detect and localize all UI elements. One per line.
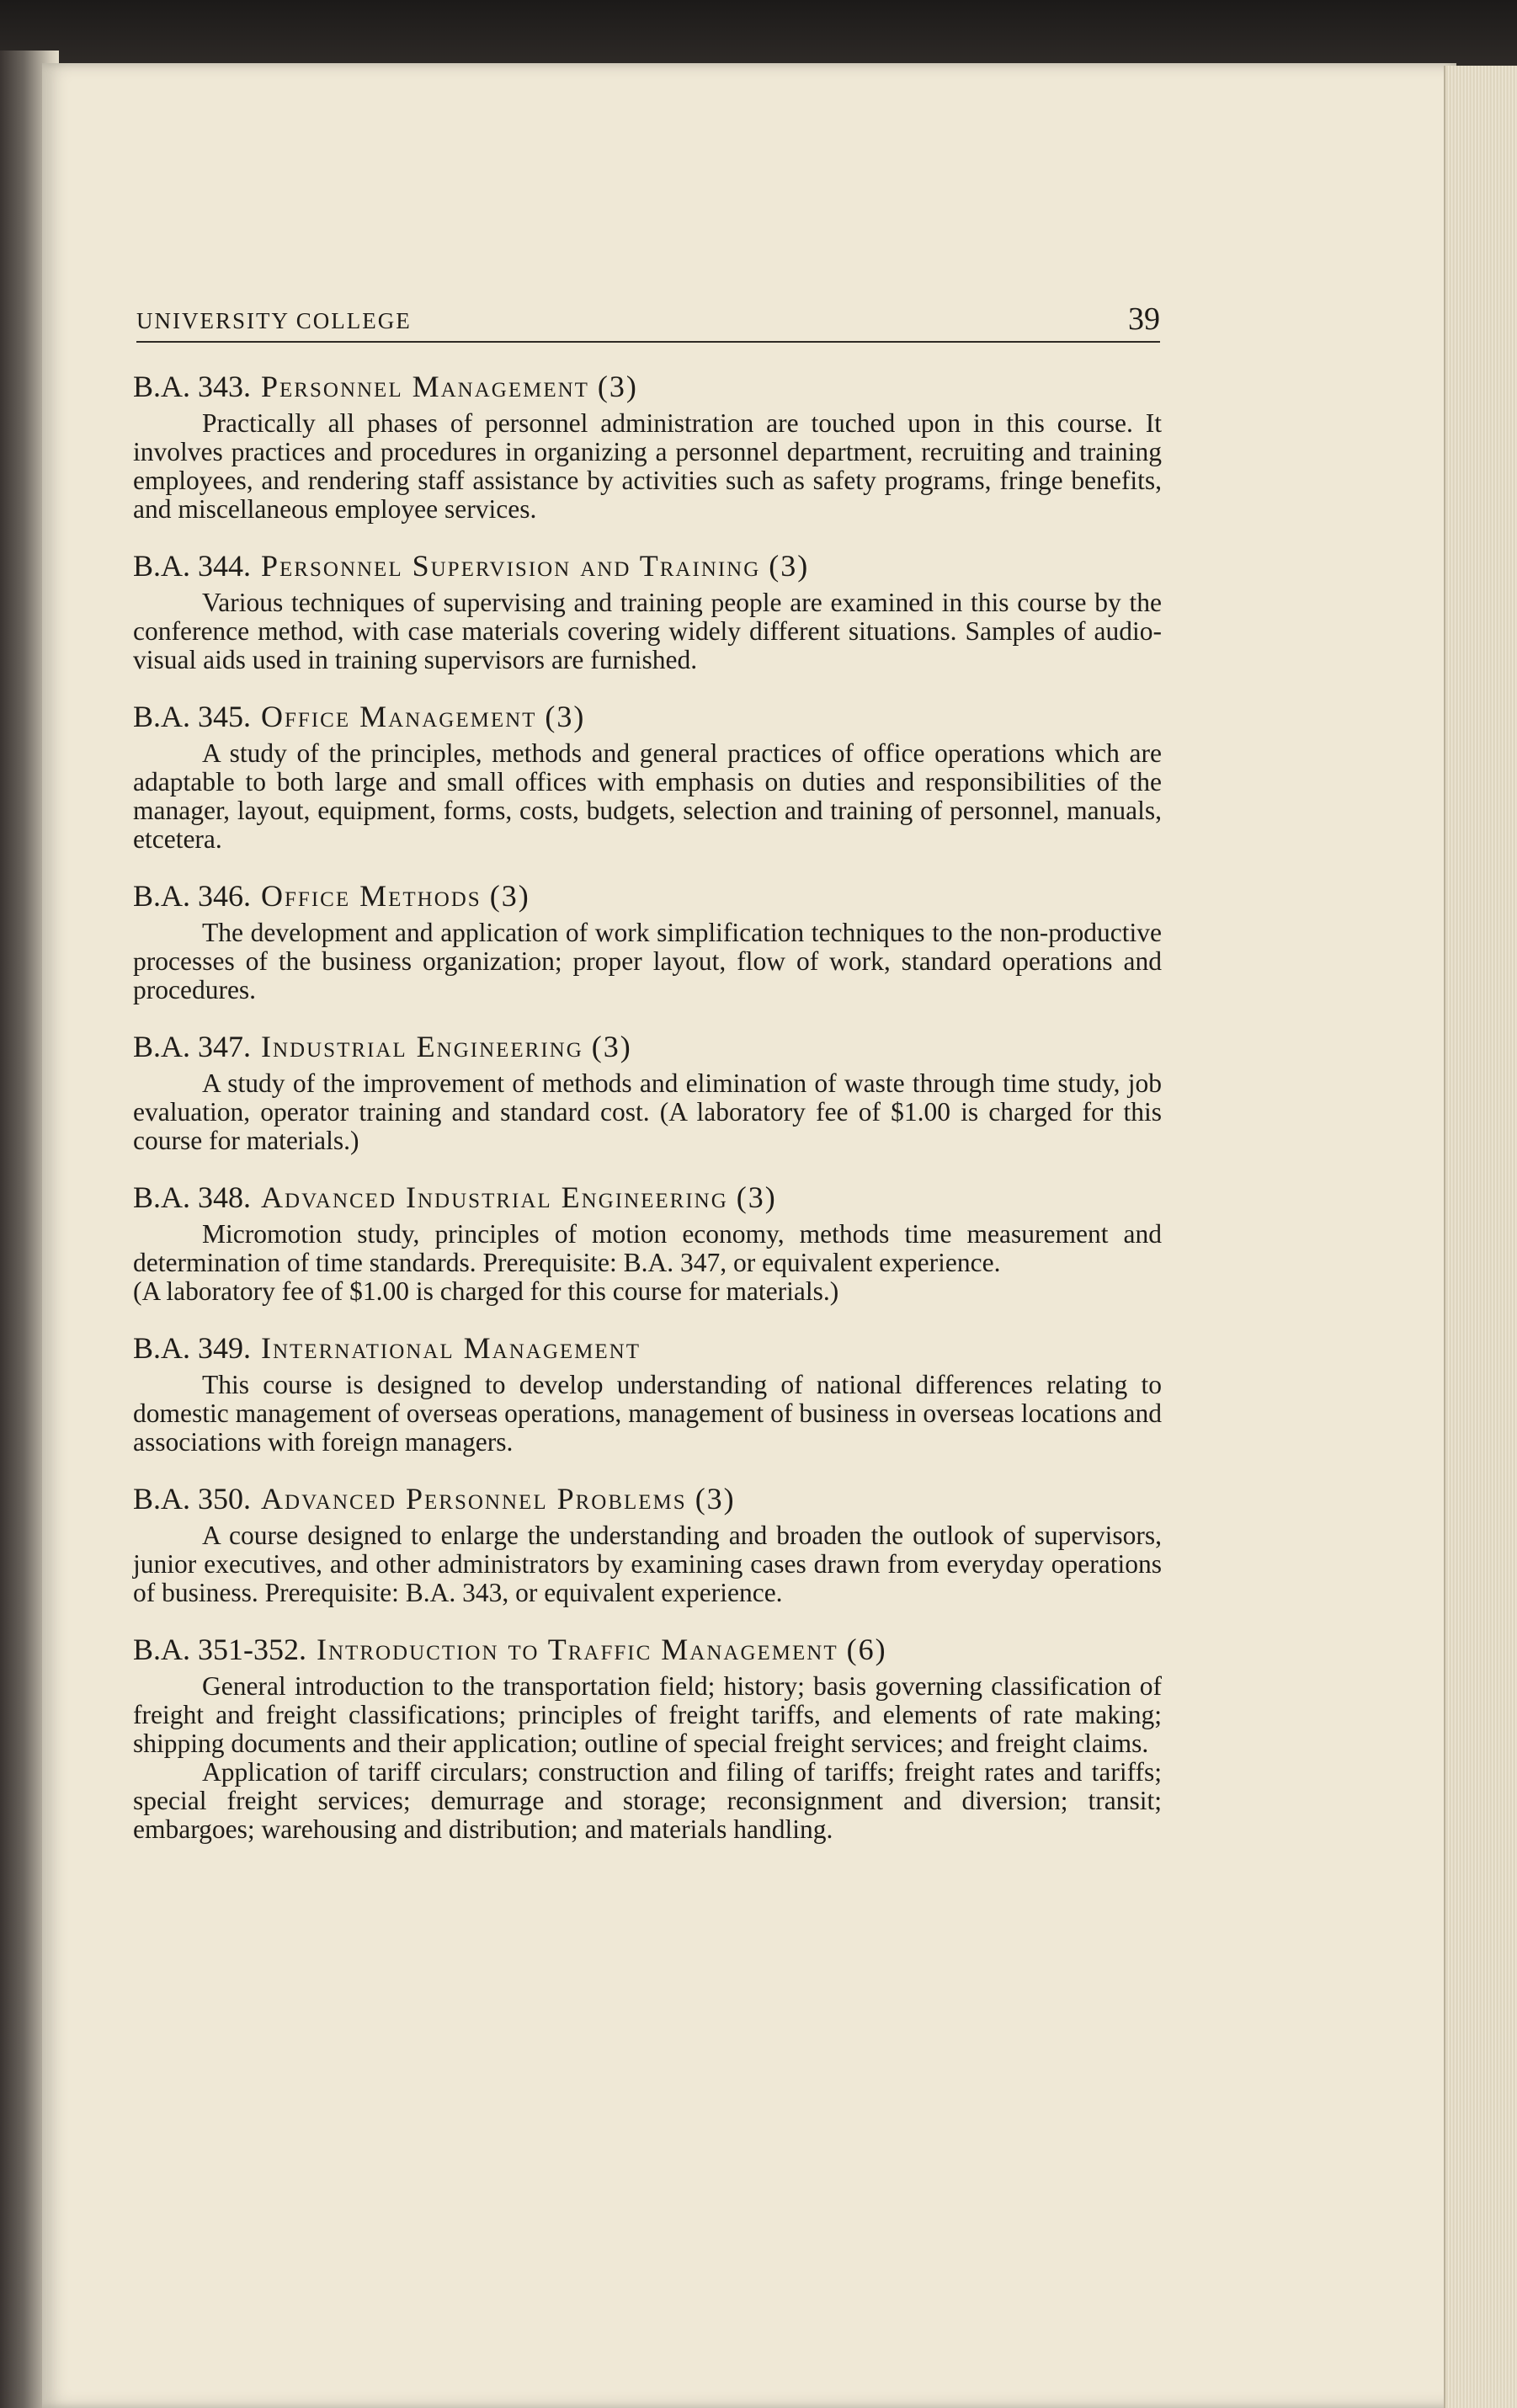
- course-title: Advanced Industrial Engineering: [261, 1180, 728, 1214]
- running-title: UNIVERSITY COLLEGE: [136, 308, 412, 333]
- course-heading: [133, 548, 1162, 583]
- course-number: B.A. 346.: [133, 879, 252, 913]
- course-number: B.A. 348.: [133, 1180, 252, 1214]
- course-number: B.A. 351-352.: [133, 1633, 306, 1666]
- course-number: B.A. 343.: [133, 370, 252, 403]
- course-heading: [133, 1029, 1162, 1064]
- course-number: B.A. 344.: [133, 549, 252, 583]
- course-entry: [133, 699, 1162, 854]
- course-credits: (3): [591, 1030, 632, 1063]
- course-listing: [133, 369, 1162, 1868]
- course-heading: [133, 699, 1162, 734]
- course-entry: [133, 369, 1162, 524]
- page-number: 39: [1128, 301, 1160, 337]
- course-title: Advanced Personnel Problems: [261, 1482, 687, 1516]
- course-description: Application of tariff circulars; construction and filing of tariffs; freight rates and tariffs; special freight services; demurrage and storage; reconsignment and diversion; transit; embargoes; warehousing and distribution; and materials handling.: [133, 1757, 1162, 1844]
- course-entry: [133, 1481, 1162, 1607]
- book-top-edge: [0, 0, 1517, 67]
- course-entry: [133, 1180, 1162, 1306]
- course-number: B.A. 349.: [133, 1331, 252, 1365]
- course-heading: [133, 1481, 1162, 1516]
- course-heading: [133, 1330, 1162, 1366]
- course-credits: (3): [489, 879, 530, 913]
- course-credits: (3): [597, 370, 638, 403]
- course-title: Introduction to Traffic Management: [317, 1633, 838, 1666]
- lab-fee-note: (A laboratory fee of $1.00 is charged for this course for materials.): [133, 1276, 839, 1306]
- course-title: Personnel Supervision and Training: [261, 549, 761, 583]
- course-heading: [133, 1180, 1162, 1215]
- course-description: General introduction to the transportation field; history; basis governing classification of freight and freight classifications; principles of freight tariffs, and elements of rate making; shipping documents and their application; outline of special freight services; and freight claims.: [133, 1671, 1162, 1758]
- course-description: A study of the principles, methods and general practices of office operations which are adaptable to both large and small offices with emphasis on duties and responsibilities of the manager, layout, equipment, forms, costs, budgets, selection and training of personnel, manuals, etcetera.: [133, 738, 1162, 854]
- course-credits: (3): [769, 549, 810, 583]
- running-head: [136, 290, 1160, 343]
- course-heading: [133, 878, 1162, 914]
- course-description: Various techniques of supervising and training people are examined in this course by the conference method, with case materials covering widely different situations. Samples of audio-visual aids used in training supervisors are furnished.: [133, 588, 1162, 674]
- course-description: Practically all phases of personnel administration are touched upon in this course. It involves practices and procedures in organizing a personnel department, recruiting and training employees, and rendering staff assistance by activities such as safety programs, fringe benefits, and miscellaneous employee services.: [133, 408, 1162, 524]
- course-title: Personnel Management: [261, 370, 589, 403]
- course-title: Industrial Engineering: [261, 1030, 583, 1063]
- course-description: A course designed to enlarge the understanding and broaden the outlook of supervisors, junior executives, and other administrators by examining cases drawn from everyday operations of business. Prerequisite: B.A. 343, or equivalent experience.: [133, 1521, 1162, 1607]
- course-description: Micromotion study, principles of motion economy, methods time measurement and determination of time standards. Prerequisite: B.A. 347, or equivalent experience.: [133, 1219, 1162, 1277]
- course-heading: [133, 369, 1162, 404]
- course-number: B.A. 345.: [133, 700, 252, 733]
- course-description: A study of the improvement of methods and elimination of waste through time study, job evaluation, operator training and standard cost. (A laboratory fee of $1.00 is charged for this course for materials.): [133, 1068, 1162, 1155]
- course-entry: [133, 548, 1162, 674]
- course-description: The development and application of work simplification techniques to the non-productive processes of the business organization; proper layout, flow of work, standard operations and procedures.: [133, 918, 1162, 1004]
- course-entry: [133, 1632, 1162, 1844]
- course-credits: (6): [846, 1633, 887, 1666]
- course-entry: [133, 1330, 1162, 1457]
- page-edges: [1444, 66, 1517, 2408]
- course-entry: [133, 878, 1162, 1004]
- course-description: This course is designed to develop understanding of national differences relating to domestic management of overseas operations, management of business in overseas locations and associations with foreign managers.: [133, 1370, 1162, 1457]
- course-title: International Management: [261, 1331, 641, 1365]
- course-number: B.A. 350.: [133, 1482, 252, 1516]
- course-number: B.A. 347.: [133, 1030, 252, 1063]
- course-title: Office Management: [261, 700, 537, 733]
- course-heading: [133, 1632, 1162, 1667]
- course-title: Office Methods: [261, 879, 482, 913]
- course-entry: [133, 1029, 1162, 1155]
- course-credits: (3): [545, 700, 586, 733]
- course-credits: (3): [736, 1180, 777, 1214]
- course-credits: (3): [695, 1482, 736, 1516]
